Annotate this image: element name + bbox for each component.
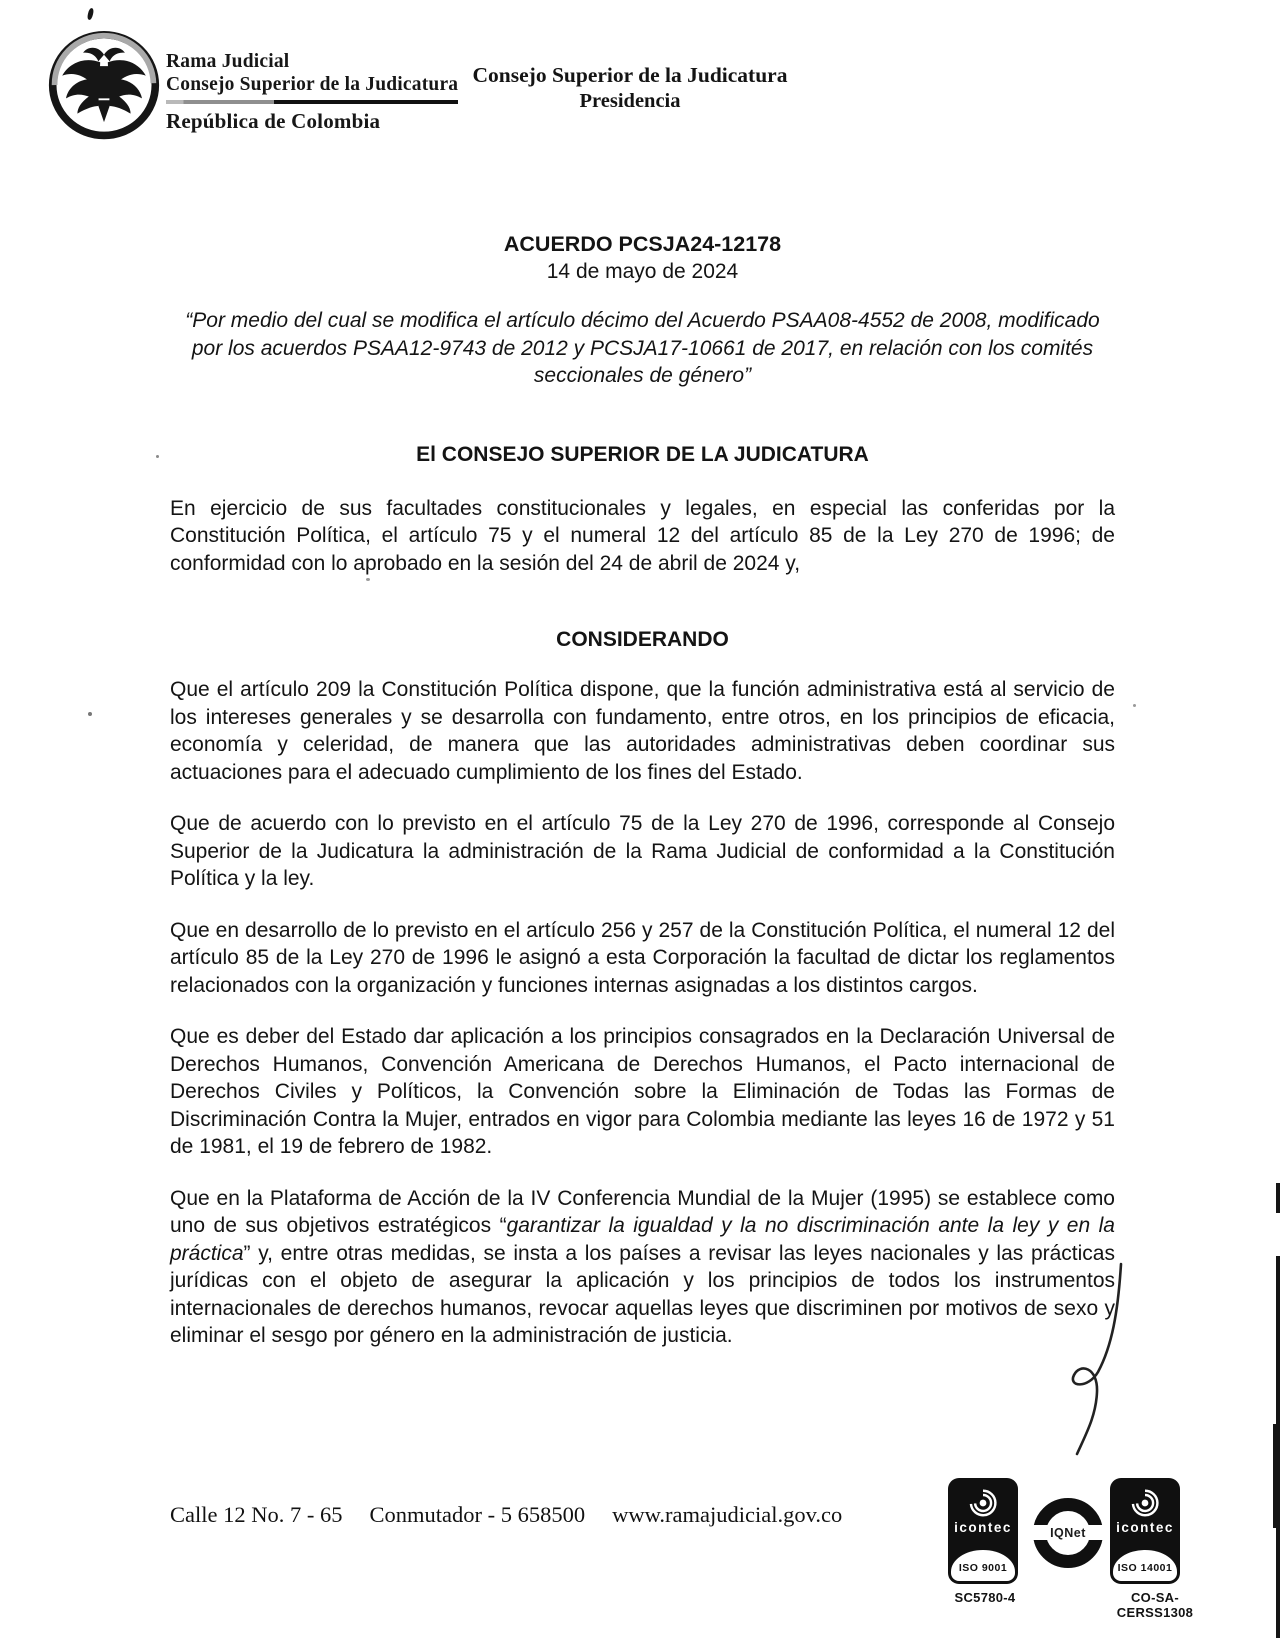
iso9001-label: ISO 9001 [958, 1562, 1008, 1574]
scan-tick-artifact [87, 8, 95, 21]
org-line-rama-judicial: Rama Judicial [166, 51, 290, 72]
office-title: Consejo Superior de la Judicatura [472, 63, 788, 87]
recital-paragraph-3: Que en desarrollo de lo previsto en el artículo 256 y 257 de la Constitución Política, el numeral 12 del artículo 85 de la Ley 270 de 1996 le asignó a esta Corporación la facultad de dictar los reglamentos relacionados con la organización y funciones internas asignadas a los distintos cargos. [170, 918, 1115, 997]
scan-speck [1133, 704, 1136, 707]
footer-phone: Conmutador - 5 658500 [369, 1502, 586, 1527]
header-office-block [440, 62, 820, 114]
issuer-heading: El CONSEJO SUPERIOR DE LA JUDICATURA [416, 442, 869, 466]
scan-edge-artifact [1273, 1424, 1280, 1528]
office-subtitle: Presidencia [579, 90, 681, 112]
document-date: 14 de mayo de 2024 [546, 260, 739, 283]
certificate-code-cosa: CO-SA-CERSS1308 [1116, 1590, 1194, 1620]
icontec-swirl-icon [967, 1487, 999, 1519]
recital-paragraph-2: Que de acuerdo con lo previsto en el artículo 75 de la Ley 270 de 1996, corresponde al Consejo Superior de la Judicatura la administración de la Rama Judicial de conformidad a la Constitución Política y la ley. [170, 812, 1115, 890]
recital-5-text-before: Que en la Plataforma de Acción de la IV Conferencia Mundial de la Mujer (1995) se establece como uno de sus objetivos estratégicos “ [170, 1186, 1115, 1237]
scan-speck [88, 712, 92, 716]
recital-paragraph-4: Que es deber del Estado dar aplicación a los principios consagrados en la Declaración Universal de Derechos Humanos, Convención Americana de Derechos Humanos, el Pacto internacional de Derechos Civiles y Políticos, la Convención sobre la Eliminación de Todas las Formas de Discriminación Contra la Mujer, entrados en vigor para Colombia mediante las leyes 16 de 1972 y 51 de 1981, el 19 de febrero de 1982. [170, 1025, 1115, 1158]
footer-website: www.ramajudicial.gov.co [612, 1502, 843, 1527]
scan-speck [156, 455, 159, 458]
org-line-republica: República de Colombia [166, 109, 381, 133]
section-heading-considerando: CONSIDERANDO [556, 628, 729, 651]
scan-speck [366, 578, 370, 581]
footer-contact-line [170, 1502, 842, 1528]
iqnet-label: IQNet [1028, 1525, 1108, 1540]
header-divider-rule [166, 100, 458, 104]
certification-badges [948, 1478, 1198, 1628]
recital-paragraph-5 [170, 1185, 1115, 1350]
footer-address: Calle 12 No. 7 - 65 [170, 1502, 343, 1527]
recital-5-text-after: ” y, entre otras medidas, se insta a los países a revisar las leyes nacionales y las prácticas jurídicas con el objeto de asegurar la aplicación y los principios de todos los instrumentos internacionales de derechos humanos, revocar aquellas leyes que discriminen por motivos de sexo y eliminar el sesgo por género en la administración de justicia. [170, 1241, 1115, 1347]
icontec-swirl-icon [1129, 1487, 1161, 1519]
colombia-coat-of-arms-icon [46, 30, 162, 144]
iso14001-label: ISO 14001 [1117, 1562, 1173, 1574]
document-body [170, 231, 1115, 1371]
recital-paragraph-1: Que el artículo 209 la Constitución Política dispone, que la función administrativa está al servicio de los intereses generales y se desarrolla con fundamento, entre otros, en los principios de eficacia, economía y celeridad, de manera que las autoridades administrativas deben coordinar sus actuaciones para el adecuado cumplimiento de los fines del Estado. [170, 678, 1115, 784]
icontec-iso9001-badge [948, 1478, 1018, 1584]
pen-scribble-mark [1020, 1200, 1150, 1480]
icontec-brand-label: icontec [1116, 1520, 1174, 1535]
icontec-iso14001-badge [1110, 1478, 1180, 1584]
recital-5-quoted-italic: garantizar la igualdad y la no discriminación ante la ley y en la práctica [170, 1214, 1115, 1265]
iso9001-panel [951, 1550, 1015, 1581]
document-epigraph: “Por medio del cual se modifica el artículo décimo del Acuerdo PSAA08-4552 de 2008, modificado por los acuerdos PSAA12-9743 de 2012 y PCSJA17-10661 de 2017, en relación con los comités seccionales de género” [185, 309, 1100, 387]
scan-edge-artifact [1276, 1183, 1280, 1213]
org-line-consejo: Consejo Superior de la Judicatura [166, 74, 459, 95]
preamble-paragraph: En ejercicio de sus facultades constitucionales y legales, en especial las conferidas por la Constitución Política, el artículo 75 y el numeral 12 del artículo 85 de la Ley 270 de 1996; de conformidad con lo aprobado en la sesión del 24 de abril de 2024 y, [170, 496, 1115, 575]
icontec-brand-label: icontec [954, 1520, 1012, 1535]
header-org-block [166, 50, 471, 133]
document-title: ACUERDO PCSJA24-12178 [503, 232, 782, 256]
certificate-code-sc5780: SC5780-4 [954, 1590, 1016, 1605]
iso14001-panel [1113, 1550, 1177, 1581]
